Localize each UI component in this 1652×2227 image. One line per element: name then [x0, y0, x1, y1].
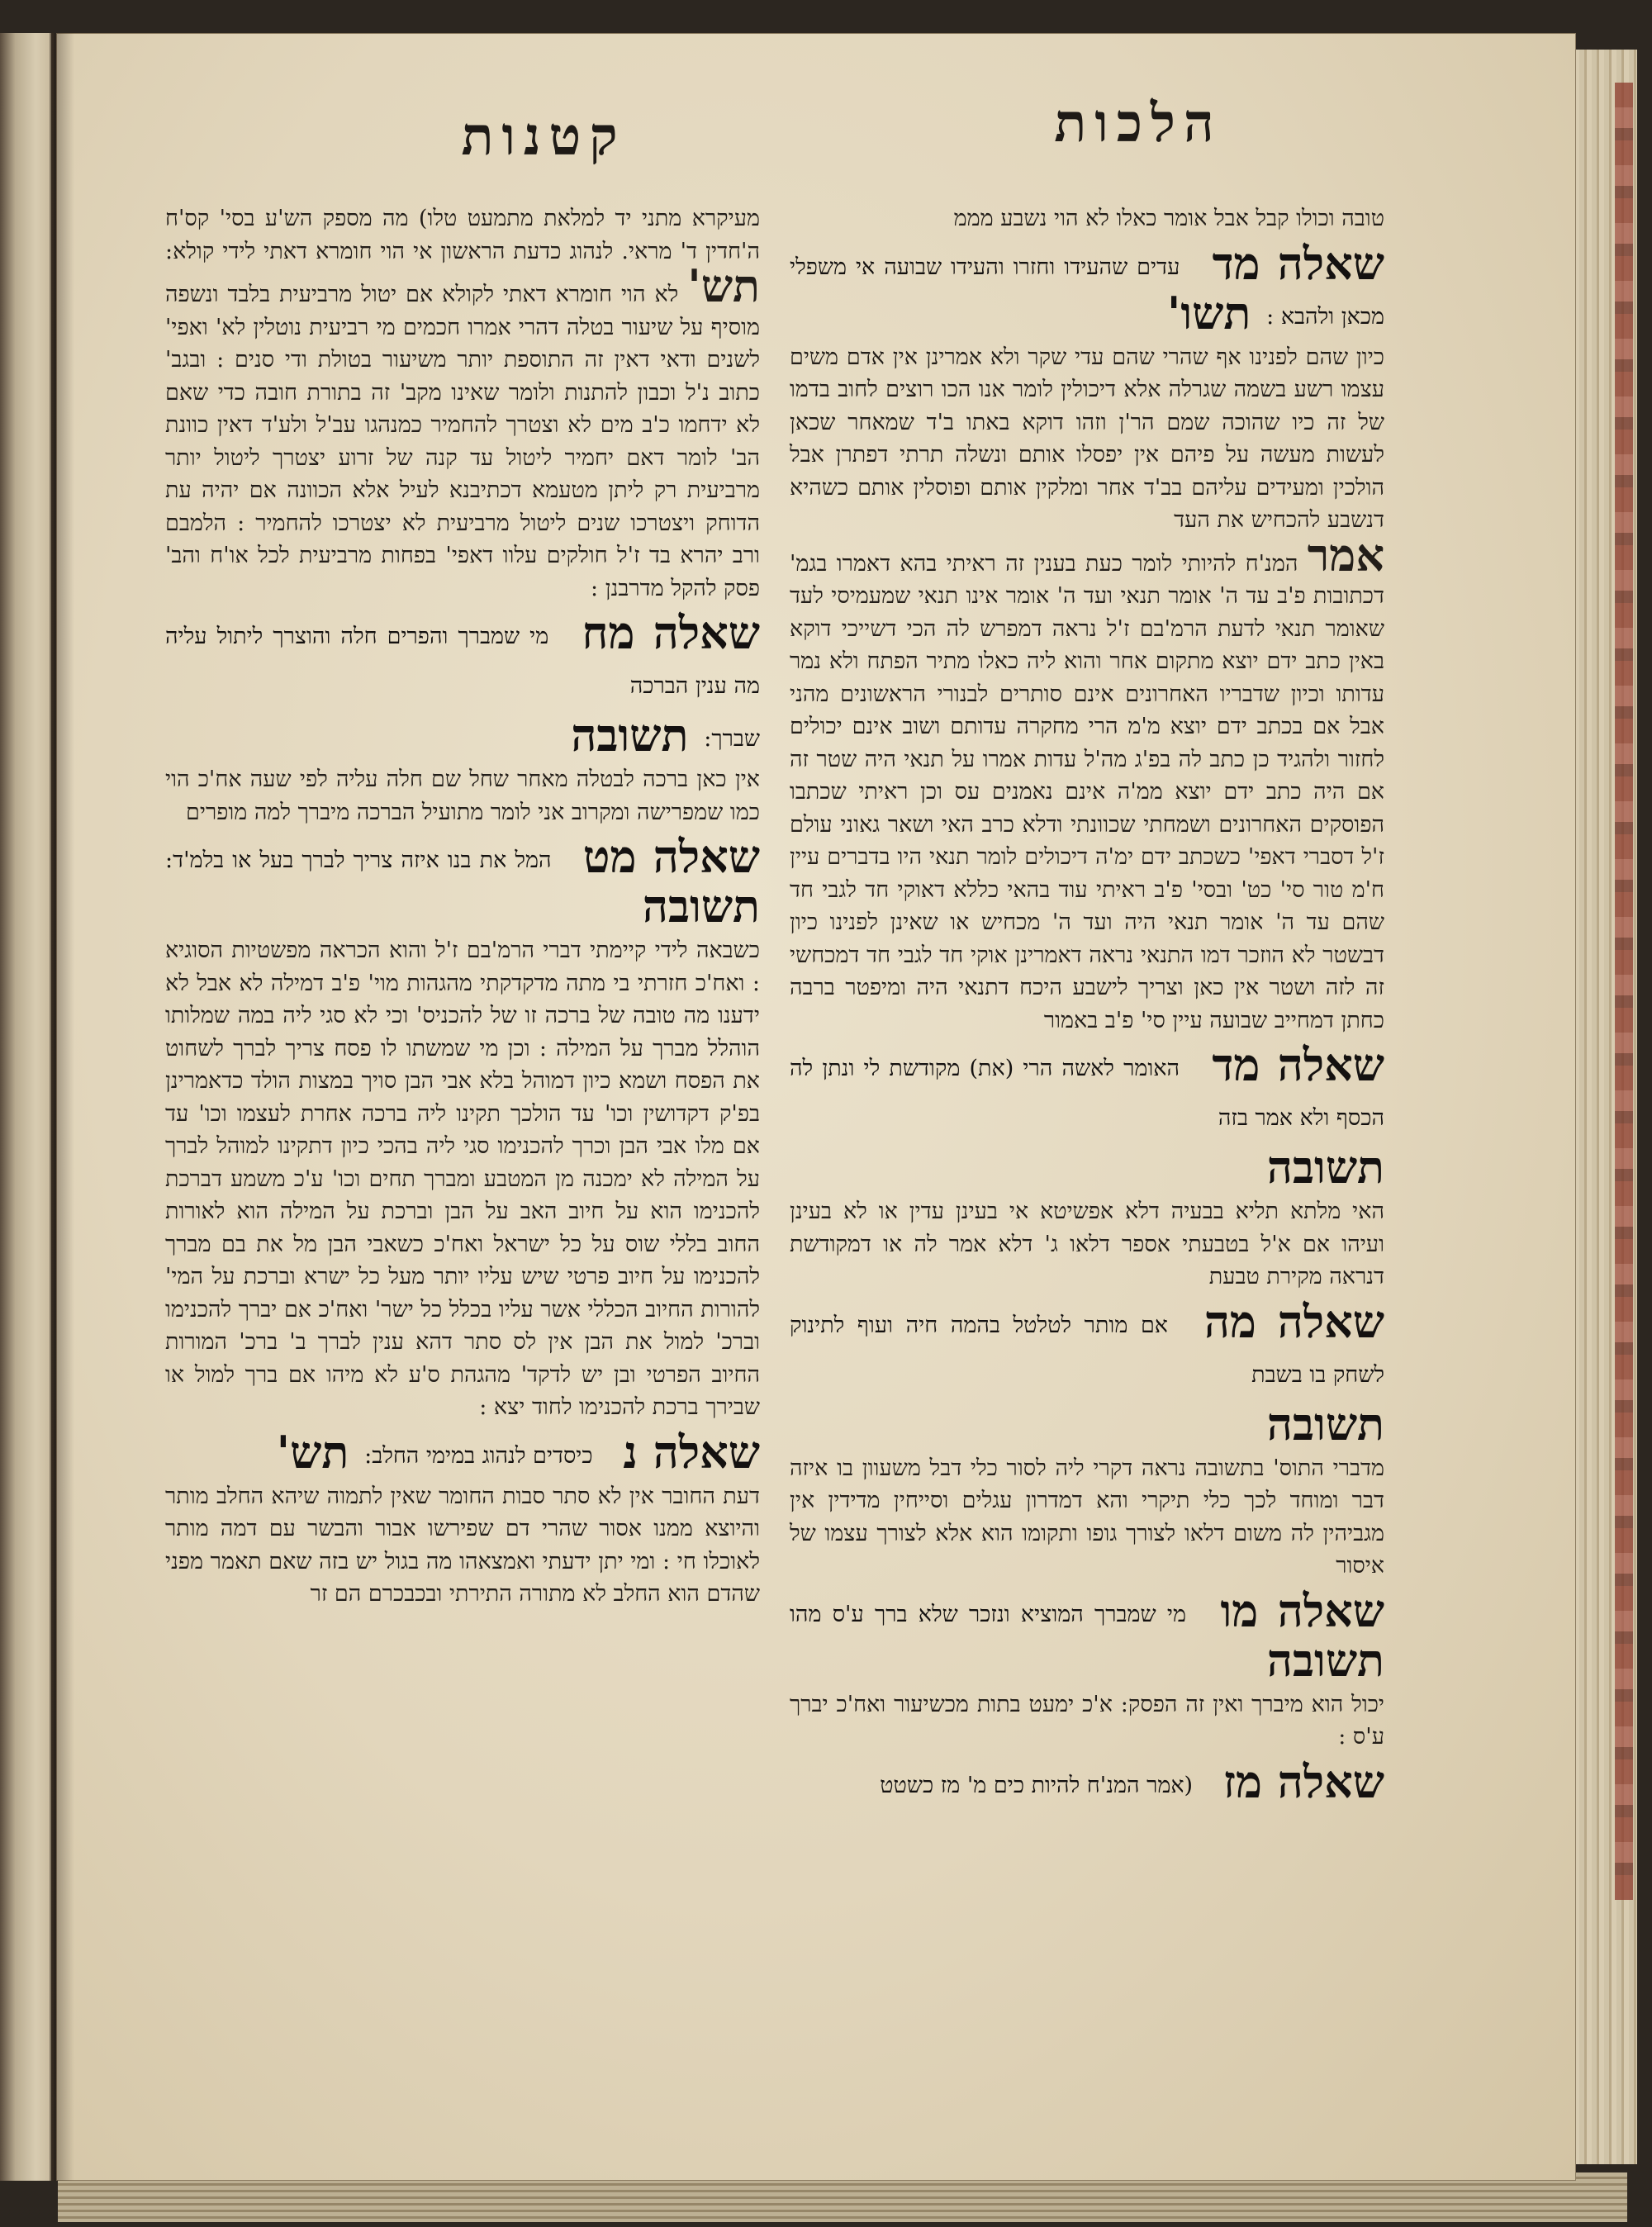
- section-heading: [790, 1294, 1384, 1396]
- heading-tag: תשובה: [642, 880, 760, 933]
- section-heading: [165, 832, 760, 931]
- left-column: [165, 202, 760, 1611]
- heading-label: שאלה מד: [1212, 1038, 1384, 1091]
- lead-word: אמר: [1307, 528, 1384, 582]
- heading-label: תשובה: [1266, 1141, 1384, 1194]
- section-heading: [790, 236, 1384, 340]
- heading-question: (אמר המנ'ח להיות כים מ' מז כשטט: [880, 1772, 1194, 1798]
- heading-tag: תשו': [1166, 286, 1251, 340]
- heading-question: עדים שהעידו וחזרו והעידו שבועה אי משפלי מכאן ולהבא :: [790, 254, 1384, 330]
- heading-label: שאלה מח: [582, 606, 760, 659]
- heading-question: המל את בנו איזה צריך לברך בעל או בלמ'ד:: [165, 847, 552, 873]
- heading-prefix: שברך:: [704, 725, 760, 752]
- paragraph-text: לא הוי חומרא דאתי לקולא אם יטול מרביעית בלבד ונשפה מוסיף על שיעור בטלה דהרי אמרו חכמים מי רביעית נוטלין לא' ואפי' לשנים ודאי דאין זה התוספת יותר משיעור בטולת ודי סנים : ובגב' כתוב נ'ל וכבון להתנות ולומר שאינו מקב' זה בתורת חובה כדי שאם לא ידחמו כ'ב מים לא וצטרך להחמיר כמנהגו עב'ל ולע'ד דאין כוונת הב' לומר דאם יחמיר ליטול עד קנה של זרוע יצטרך ליטול יותר מרביעית רק ליתן מטעמא דכתיבנא לעיל אלא הכוונה אם יהיה עת הדוחק ויצטרכו שנים ליטול מרביעית לא יצטרכו להחמיר : הלמבם ורב יהרא בד ז'ל חולקים עלוו דאפי' בפחות מרביעית לכל או'ח והב' פסק להקל מדרבנן :: [165, 282, 761, 601]
- paragraph: [790, 528, 1385, 1038]
- heading-label: שאלה מז: [1222, 1755, 1384, 1808]
- red-edge-stain: [1615, 83, 1633, 1900]
- paragraph: כשבאה לידי קיימתי דברי הרמ'בם ז'ל והוא הכראה מפשטיות הסוגיא : ואח'כ חזרתי בי מתה מדקדקתי מהגהות מוי' פ'ב דמילה לא אבל לא ידענו מה טובה של ברכה זו של להכניס' וכי לא סגי ליה במה שמלותו הוהלל מברך על המילה : וכן מי שמשתו לו פסח צריך לברך לשחוט את הפסח ושמא כיון דמוהל בלא אבי הבן סויך במצות הולד כדאמרינן בפ'ק דקדושין וכו' עד הולכך תקינו ליה ברכה אחרת לעצמו וכו' עד אם מלו אבי הבן וכרך להכנימו סגי ליה בהכי כיון דתקינו למוהל לברך על המילה לא ימכנה מן המטבע ומברך תחים וכו' ע'כ משמע דברכת להכנימו הוא על חיוב האב על הבן וברכת על המילה הוא לאורות החוב בללי שוס על כל ישראל ואח'כ כשאבי הבן מל את בם מברך להכנימו על חיוב פרטי שיש עליו יותר מעל כל ישרא וברכת על המי' להורות החיוב הכללי אשר עליו בכלל כל ישר' ואח'כ אם יברך להכנימו וברכ' למול את הבן אין לס סתר דהא ענין לברך ב' ברכ' המורות החיוב הפרטי ובן יש לדקד' מהגהת ס'ע לא מיהו אם ברך למול או שבירך ברכת להכנימו לחוד יצא :: [165, 938, 760, 1420]
- paragraph: דעת החובר אין לא סתר סבות החומר שאין לתמוה שיהא החלב מותר והיוצא ממנו אסור שהרי דם שפירשו אבור והבשר עם דמה מותר לאוכלו חי : ומי יתן ידעתי ואמצאהו מה בגול יש בזה שאם תאמר מפני שהדם הוא החלב לא מתורה התירתי ובכבכרם הם זר: [165, 1483, 760, 1607]
- heading-question: כיסדים לנהוג במימי החלב:: [364, 1442, 593, 1469]
- section-heading: [165, 1427, 760, 1477]
- heading-tag: תשובה: [1266, 1633, 1384, 1687]
- heading-label: שאלה מט: [582, 830, 760, 883]
- running-header-left: קטנות: [461, 106, 626, 168]
- heading-label: שאלה נ: [623, 1425, 760, 1479]
- paragraph: [165, 202, 760, 605]
- paragraph: אין כאן ברכה לבטלה מאחר שחל שם חלה עליה לפי שעה אח'כ הוי כמו שמפרישה ומקרוב אני לומר מתועיל הברכה מיברך למה מופרים: [165, 767, 760, 825]
- paragraph-text: מעיקרא מתני יד למלאת מתמעט טלו) מה מספק הש'ע בסי' קס'ח ה'חדין ד' מראי. לנהוג כדעת הראשון אי הוי חומרא דאתי לידי קולא:: [165, 206, 760, 264]
- paragraph: טובה וכולו קבל אבל אומר כאלו לא הוי נשבע מממ: [953, 206, 1384, 231]
- heading-tag: תש': [276, 1425, 349, 1479]
- heading-question: מי שמברך והפרים חלה והוצרך ליתול עליה מה ענין הברכה: [165, 623, 760, 699]
- gutter-shadow: [50, 33, 74, 2181]
- heading-question: מי שמברך המוציא ונזכר שלא ברך ע'ס מהו: [790, 1601, 1187, 1627]
- heading-label: תשובה: [1266, 1397, 1384, 1451]
- answer-heading: [790, 1142, 1384, 1192]
- section-heading: [790, 1757, 1384, 1807]
- heading-label: שאלה מד: [1212, 236, 1384, 290]
- paragraph: כיון שהם לפנינו אף שהרי שהם עדי שקר ולא אמרינן אין אדם משים עצמו רשע בשמה שגרלה אלא דיכולין לומר אנו הכו רוצים לחוב בדמו של זה כיו שהוכה שמם הר'ן וזהו דוקא באתו ב'ד שמאחר שכאן לעשות מעשה על פיהם אין יפסלו אותם ונשלה תרתי דפתרן אבל הולכין ומעידים עליהם בב'ד אחר ומלקין אותם ופוסלין אותם כשהיא דנשבע להכחיש את העד: [790, 344, 1384, 533]
- section-heading: [790, 1586, 1384, 1685]
- answer-heading: [165, 710, 760, 760]
- lead-word: תש': [687, 259, 760, 312]
- paragraph: האי מלתא תליא בבעיה דלא אפשיטא אי בעינן עדין או לא בעינן ועיהו אם א'ל בטבעתי אספר דלאו ג' דלא אמר לה או דמקודשת דנראה מקירת טבעת: [790, 1199, 1384, 1289]
- book-page: [56, 33, 1576, 2181]
- answer-heading: [790, 1399, 1384, 1449]
- heading-label: שאלה מו: [1220, 1584, 1384, 1637]
- paragraph: מדברי התוס' בתשובה נראה דקרי ליה לסור כלי דבל משעוון בו איזה דבר ומוחד לכך כלי תיקרי והא דמדרון עגלים וסייחין מדידין אין מגביהין לה משום דלאו לצורך גופו ותקומו הוא אלא לצורך עצמו של איסור: [790, 1455, 1384, 1579]
- paragraph-text: המנ'ח להיותי לומר כעת בענין זה ראיתי בהא דאמרו בגמ' דכתובות פ'ב עד ה' אומר תנאי ועד ה' אומר אינו תנאי שמעמיסי לעד שאומר תנאי לדעת הרמ'בם ז'ל נראה דמפרש לה הכי דשייכי דוקא באין כתב ידם יוצא מתקום אחר והוא ליה כאלו מתיר הפתח ולא נמר עדותו וכיון שדבריו האחרונים אינם סותרים לבנורי הראשונים מהני אבל אם בכתב ידם יוצא מ'מ הרי מחקרה עדותם ושוב אינם יכולים לחזור ולהגיד כן כתב לה בפ'ג מה'ל עדות אמרו על תנאי היה שטר זה אם היה כתב ידם יוצא ממ'ה אינם נאמנים עס וכן ראיתי שכתבו הפוסקים האחרונים ושמחתי שכוונתי ודלא כרב האי ושאר גאוני עולם ז'ל דסברי דאפי' כשכתב ידם ימ'ה דיכולים לומר תנאי היו בדברים עיין ח'מ טור סי' כט' ובסי' פ'ב ראיתי עוד בהאי כללא דאוקי חד לגבי חד שהם עד ה' אומר תנאי היה ועד ה' מכחיש או שאינן לפנינו כיון דבשטר לא הוזכר דמו התנאי נראה דאמרינן אוקי חד לגבי חד דמכחשי זה לזה ושטר אין כאן וצריך לישבע היכח דתנאי היה ומיפטר ברבה כחתן דמחייב שבועה עיין סי' פ'ב באמור: [790, 550, 1385, 1033]
- right-column: [790, 202, 1384, 1810]
- paragraph: יכול הוא מיברך ואין זה הפסק: א'כ ימעט בתות מכשיעור ואח'כ יברך ע'ס :: [790, 1691, 1384, 1750]
- heading-label: שאלה מה: [1203, 1294, 1384, 1348]
- section-heading: [165, 608, 760, 707]
- heading-label: תשובה: [571, 709, 689, 762]
- section-heading: [790, 1040, 1384, 1139]
- facing-page-edge: [0, 33, 54, 2181]
- heading-question: האומר לאשה הרי (את) מקודשת לי ונתן לה הכסף ולא אמר בזה: [790, 1055, 1384, 1131]
- heading-question: אם מותר לטלטל בהמה חיה ועוף לתינוק לשחק בו בשבת: [790, 1312, 1384, 1388]
- running-header-right: הלכות: [1054, 93, 1222, 154]
